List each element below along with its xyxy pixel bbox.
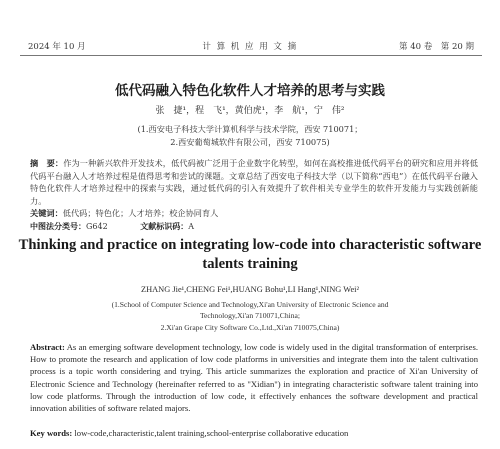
classification-line	[30, 221, 194, 232]
chinese-abstract-text: 作为一种新兴软件开发技术，低代码被广泛用于企业数字化转型，如何在高校推进低代码平台的研究和应用并将低代码平台融入人才培养过程是值得思考和尝试的课题。文章总结了西安电子科技大学（以下简称“西电”）在低代码平台融入特色化软件人才培养过程中的探索与实践，通过低代码的引入有效提升了软件相关专业学生的软件开发能力与实践创新能力。	[30, 158, 478, 206]
english-abstract	[30, 341, 478, 414]
english-abstract-text: As an emerging software development technology, low code is widely used in the digital transformation of enterprises. How to promote the research and application of low code platforms in universities and integrate them into the talent cultivation process is a topic worth considering and trying. This article summarizes the exploration and practice of Xi'an University of Electronic Science and Technology (hereinafter referred to as "Xidian") in integrating characteristic software talent training into low code platforms. Through the introduction of low code, it effectively enhances the software development and practical innovation abilities of software related majors.	[30, 342, 478, 414]
english-abstract-label: Abstract:	[30, 342, 65, 352]
document-code	[140, 222, 194, 231]
classification-value: G642	[86, 222, 108, 231]
chinese-authors: 张 捷¹，程 飞¹，黄伯虎¹，李 航¹，宁 伟²	[155, 106, 345, 116]
english-title: Thinking and practice on integrating low-code into characteristic software talents training	[18, 237, 482, 272]
classification-label: 中图法分类号：	[30, 222, 86, 231]
english-keywords-label: Key words:	[30, 428, 73, 438]
english-affiliation-1: (1.School of Computer Science and Technology,Xi'an University of Electronic Science and	[111, 300, 389, 309]
english-affiliation-2: 2.Xi'an Grape City Software Co.,Ltd.,Xi'an 710075,China)	[160, 323, 340, 332]
chinese-abstract	[30, 157, 478, 207]
issue-date: 2024 年 10 月	[28, 42, 86, 52]
header-rule	[20, 55, 482, 56]
running-header	[10, 40, 490, 54]
document-code-value: A	[188, 222, 194, 231]
chinese-title: 低代码融入特色化软件人才培养的思考与实践	[115, 83, 385, 99]
volume-issue: 第 40 卷 第 20 期	[399, 42, 474, 52]
english-affiliation-1-cont: Technology,Xi'an 710071,China;	[199, 311, 301, 320]
chinese-abstract-label: 摘 要：	[30, 158, 64, 168]
chinese-keywords-text: 低代码；特色化；人才培养；校企协同育人	[62, 208, 219, 218]
english-authors: ZHANG Jie¹,CHENG Fei¹,HUANG Bohu¹,LI Hang¹,NING Wei²	[140, 285, 360, 294]
document-code-label: 文献标识码：	[140, 222, 189, 231]
chinese-affiliation-1: (1.西安电子科技大学计算机科学与技术学院，西安 710071；	[137, 124, 363, 134]
chinese-keywords-label: 关键词：	[30, 208, 63, 218]
english-keywords	[30, 428, 478, 438]
chinese-keywords	[30, 208, 478, 219]
journal-name: 计 算 机 应 用 文 摘	[202, 42, 298, 52]
english-keywords-text: low-code,characteristic,talent training,school-enterprise collaborative education	[74, 428, 349, 438]
chinese-affiliation-2: 2.西安葡萄城软件有限公司，西安 710075)	[170, 137, 330, 147]
